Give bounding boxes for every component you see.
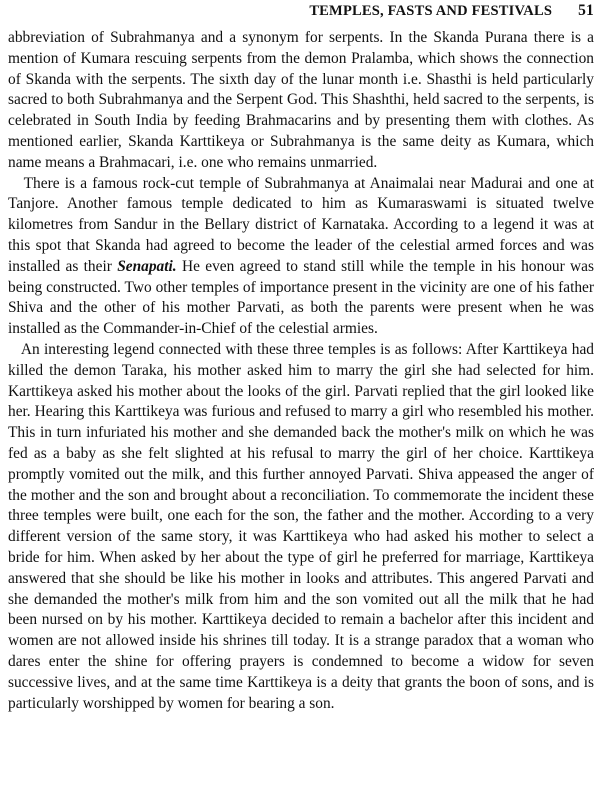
page-number: 51	[578, 2, 594, 19]
paragraph-2-text-continued: He even agreed to stand still while the temple in his honour was being constructed. Two other temples of importance present in the vicinity are one of his father Shiva and the other of his mother Parvati, as both the parents were present when he was installed as the Commander-in-Chief of the celestial armies.	[8, 257, 594, 338]
paragraph-2	[8, 174, 594, 340]
running-title: TEMPLES, FASTS AND FESTIVALS	[309, 3, 553, 19]
paragraph-1: abbreviation of Subrahmanya and a synonym for serpents. In the Skanda Purana there is a mention of Kumara rescuing serpents from the demon Pralamba, which shows the connection of Skanda with the serpents. The sixth day of the lunar month i.e. Shasthi is held particularly sacred to both Subrahmanya and the Serpent God. This Shashthi, held sacred to the serpents, is celebrated in South India by feeding Brahmacarins and by presenting them with clothes. As mentioned earlier, Skanda Karttikeya or Subrahmanya is the same deity as Kumara, which name means a Brahmacari, i.e. one who remains unmarried.	[8, 29, 594, 171]
paragraph-3	[8, 340, 594, 714]
paragraph-3-text: An interesting legend connected with these three temples is as follows: After Karttikeya had killed the demon Taraka, his mother asked him to marry the girl she had selected for him. Karttikeya asked his mother about the looks of the girl. Parvati replied that the girl looked like her. Hearing this Karttikeya was furious and refused to marry a girl who resembled his mother. This in turn infuriated his mother and she demanded back the mother's milk on which he was fed as a baby as she felt slighted at his refusal to marry the girl of her choice. Karttikeya promptly vomited out the milk, and this further annoyed Parvati. Shiva appeased the anger of the mother and the son and brought about a reconciliation. To commemorate the incident these three temples were built, one each for the son, the father and the mother. According to a very different version of the same story, it was Karttikeya who had asked his mother to select a bride for him. When asked by her about the type of girl he preferred for marriage, Karttikeya answered that she should be like his mother in looks and attributes. This angered Parvati and she demanded the mother's milk from him and the son vomited out all the milk that he had been nursed on by his mother. Karttikeya decided to remain a bachelor after this incident and women are not allowed inside his shrines till today. It is a strange paradox that a woman who dares enter the shine for offering prayers is condemned to become a widow for seven successive lives, and at the same time Karttikeya is a deity that grants the boon of sons, and is particularly worshipped by women for bearing a son.	[8, 340, 594, 712]
paragraph-2-text: There is a famous rock-cut temple of Subrahmanya at Anaimalai near Madurai and one at Tanjore. Another famous temple dedicated to him as Kumaraswami is situated twelve kilometres from Sandur in the Bellary district of Karnataka. According to a legend it was at this spot that Skanda had agreed to become the leader of the celestial armed forces and was installed as their	[8, 174, 594, 275]
body-text	[8, 28, 594, 714]
senapati-term: Senapati.	[117, 257, 177, 275]
running-head	[8, 2, 594, 24]
